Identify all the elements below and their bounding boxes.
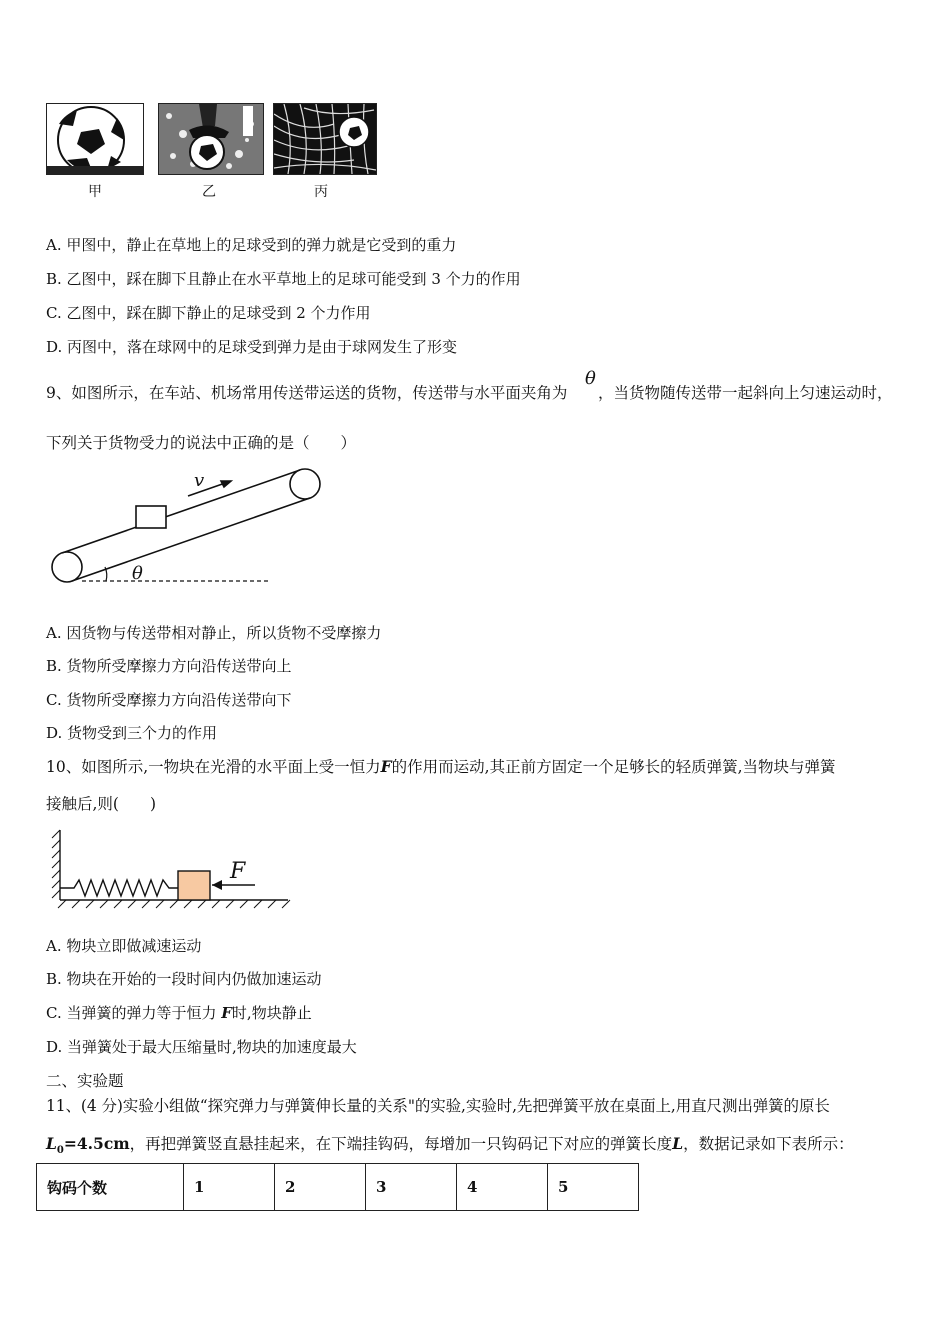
table-cell: 1 <box>184 1164 275 1211</box>
conveyor-belt-figure <box>48 462 328 592</box>
q9-option-a: A. 因货物与传送带相对静止，所以货物不受摩擦力 <box>46 624 382 642</box>
q9-option-b: B. 货物所受摩擦力方向沿传送带向上 <box>46 657 292 675</box>
q10-option-d: D. 当弹簧处于最大压缩量时,物块的加速度最大 <box>46 1038 357 1056</box>
q10-stem-line1 <box>46 757 836 777</box>
photo-yi <box>158 103 264 175</box>
q10-option-c-force: F <box>221 1004 232 1022</box>
caption-bing: 丙 <box>314 184 328 200</box>
spring-block-figure <box>50 826 295 912</box>
table-cell: 2 <box>275 1164 366 1211</box>
q10-stem-line2: 接触后,则( ) <box>46 795 157 813</box>
q9-stem-line1-end: ，当货物随传送带一起斜向上匀速运动时， <box>598 384 893 402</box>
q9-option-d: D. 货物受到三个力的作用 <box>46 724 218 742</box>
q10-force-symbol: F <box>380 757 392 776</box>
caption-jia: 甲 <box>88 184 102 200</box>
q11-l-symbol: L <box>672 1134 684 1153</box>
q11-stem-end: ，数据记录如下表所示： <box>683 1135 854 1153</box>
photo-bing <box>273 103 377 175</box>
q10-option-a: A. 物块立即做减速运动 <box>46 937 202 955</box>
q8-option-b: B. 乙图中，踩在脚下且静止在水平草地上的足球可能受到 3 个力的作用 <box>46 270 521 288</box>
q10-option-c-part2: 时,物块静止 <box>231 1004 312 1022</box>
table-header-cell: 钩码个数 <box>37 1164 184 1211</box>
section-title: 二、实验题 <box>46 1072 124 1090</box>
q9-theta-symbol: θ <box>585 368 596 389</box>
q11-stem-mid: ，再把弹簧竖直悬挂起来，在下端挂钩码，每增加一只钩码记下对应的弹簧长度 <box>129 1135 673 1153</box>
q9-option-c: C. 货物所受摩擦力方向沿传送带向下 <box>46 691 292 709</box>
q8-option-a: A. 甲图中，静止在草地上的足球受到的弹力就是它受到的重力 <box>46 236 457 254</box>
table-cell: 3 <box>366 1164 457 1211</box>
q11-l0-value: =4.5cm <box>63 1134 130 1153</box>
q8-option-c: C. 乙图中，踩在脚下静止的足球受到 2 个力作用 <box>46 304 371 322</box>
q10-option-c <box>46 1003 312 1023</box>
angle-label: θ <box>132 563 143 584</box>
q8-option-d: D. 丙图中，落在球网中的足球受到弹力是由于球网发生了形变 <box>46 338 458 356</box>
data-table <box>36 1163 639 1211</box>
caption-yi: 乙 <box>202 184 216 200</box>
q10-option-b: B. 物块在开始的一段时间内仍做加速运动 <box>46 970 322 988</box>
table-cell: 5 <box>548 1164 639 1211</box>
q11-stem-line1: 11、(4 分)实验小组做“探究弹力与弹簧伸长量的关系"的实验,实验时,先把弹簧平放在桌面上,用直尺测出弹簧的原长 <box>46 1097 830 1115</box>
table-row <box>37 1164 639 1211</box>
q10-option-c-part1: C. 当弹簧的弹力等于恒力 <box>46 1004 217 1022</box>
q11-l0-symbol: L <box>46 1134 57 1153</box>
q11-l0-subscript: 0 <box>56 1145 64 1157</box>
table-cell: 4 <box>457 1164 548 1211</box>
q11-stem-line2 <box>46 1134 854 1161</box>
q9-stem-line2: 下列关于货物受力的说法中正确的是（ ） <box>46 434 357 452</box>
q9-stem-part1: 9、如图所示，在车站、机场常用传送带运送的货物，传送带与水平面夹角为 <box>46 384 568 402</box>
velocity-label: v <box>194 470 205 491</box>
q10-stem-part1: 10、如图所示,一物块在光滑的水平面上受一恒力 <box>46 758 381 776</box>
photo-jia <box>46 103 144 175</box>
force-label: F <box>230 859 246 884</box>
q10-stem-part2: 的作用而运动,其正前方固定一个足够长的轻质弹簧,当物块与弹簧 <box>391 758 836 776</box>
q9-stem-line1 <box>46 383 567 403</box>
block <box>178 871 210 900</box>
